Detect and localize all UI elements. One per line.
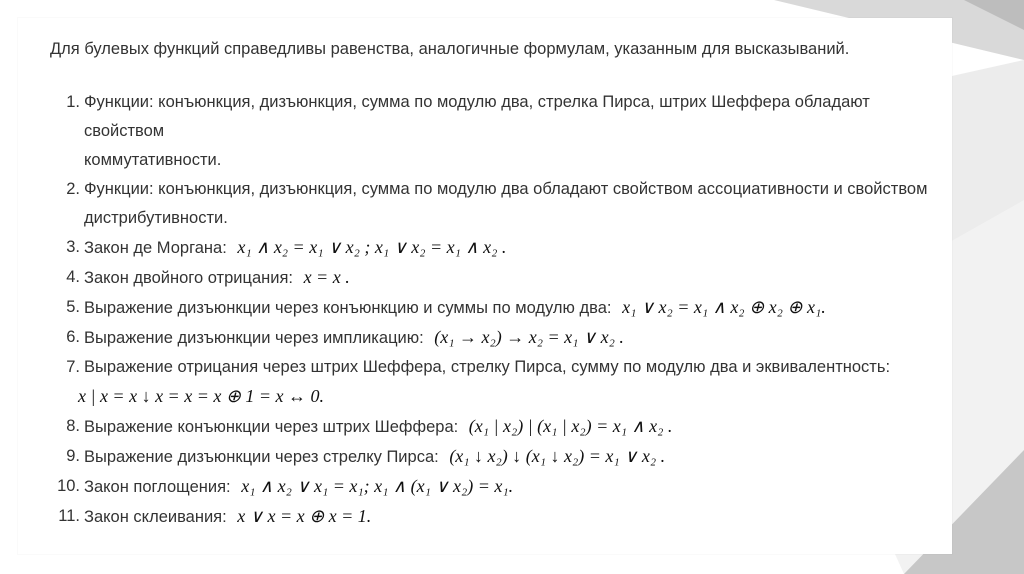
- list-item-11: [54, 502, 954, 532]
- intro-text: Для булевых функций справедливы равенства, аналогичные формулам, указанным для высказываний.: [50, 40, 850, 58]
- list-item-3: [54, 233, 954, 263]
- item-number: 7.: [66, 358, 80, 376]
- item-text: Закон де Моргана:: [84, 239, 227, 257]
- item-text: Закон склеивания:: [84, 508, 227, 526]
- absorption-formula: x₁ ∧ x₂ ∨ x₁ = x₁; x₁ ∧ (x₁ ∨ x₂) = x₁.: [241, 476, 514, 496]
- item-number: 6.: [66, 328, 80, 346]
- item-number: 9.: [66, 447, 80, 465]
- item-text-continued: дистрибутивности.: [84, 209, 228, 227]
- slide-content-panel: [18, 18, 952, 554]
- item-text: Выражение дизъюнкции через стрелку Пирса:: [84, 448, 439, 466]
- list-item-6: [54, 323, 954, 353]
- gluing-formula: x ∨ x = x ⊕ x = 1.: [237, 506, 372, 526]
- list-item-9: [54, 442, 954, 472]
- item-number: 10.: [57, 477, 80, 495]
- list-item-10: [54, 472, 954, 502]
- item-text: Выражение отрицания через штрих Шеффера, стрелку Пирса, сумму по модулю два и эквивалентность:: [84, 358, 891, 376]
- list-item-2: [54, 175, 954, 233]
- double-negation-formula: x = x .: [303, 267, 350, 287]
- disjunction-via-peirce-formula: (x₁ ↓ x₂) ↓ (x₁ ↓ x₂) = x₁ ∨ x₂ .: [449, 446, 666, 466]
- list-item-8: [54, 412, 954, 442]
- item-number: 3.: [66, 238, 80, 256]
- item-number: 5.: [66, 298, 80, 316]
- item-text: Закон двойного отрицания:: [84, 269, 293, 287]
- item-text: Выражение дизъюнкции через импликацию:: [84, 329, 424, 347]
- item-text: Выражение конъюнкции через штрих Шеффера:: [84, 418, 459, 436]
- item-text: Функции: конъюнкция, дизъюнкция, сумма по модулю два обладают свойством ассоциативности и свойством: [84, 180, 928, 198]
- disjunction-via-xor-formula: x₁ ∨ x₂ = x₁ ∧ x₂ ⊕ x₂ ⊕ x₁.: [622, 297, 826, 317]
- disjunction-via-implication-formula: (x₁ → x₂) → x₂ = x₁ ∨ x₂ .: [434, 327, 624, 347]
- properties-list: [54, 88, 954, 532]
- list-item-1: [54, 88, 954, 175]
- list-item-4: [54, 263, 954, 293]
- conjunction-via-sheffer-formula: (x₁ | x₂) | (x₁ | x₂) = x₁ ∧ x₂ .: [468, 416, 673, 436]
- list-item-5: [54, 293, 954, 323]
- item-number: 4.: [66, 268, 80, 286]
- item-text-continued: коммутативности.: [84, 151, 222, 169]
- item-number: 1.: [66, 93, 80, 111]
- de-morgan-formula: x₁ ∧ x₂ = x₁ ∨ x₂ ; x₁ ∨ x₂ = x₁ ∧ x₂ .: [237, 237, 507, 257]
- item-number: 11.: [58, 507, 80, 525]
- item-text: Функции: конъюнкция, дизъюнкция, сумма по модулю два, стрелка Пирса, штрих Шеффера обладают свойством: [84, 93, 870, 140]
- item-number: 2.: [66, 180, 80, 198]
- item-text: Выражение дизъюнкции через конъюнкцию и суммы по модулю два:: [84, 299, 612, 317]
- negation-formula: x | x = x ↓ x = x = x ⊕ 1 = x ↔ 0.: [78, 386, 325, 406]
- item-text: Закон поглощения:: [84, 478, 231, 496]
- item-number: 8.: [66, 417, 80, 435]
- list-item-7: [54, 353, 954, 412]
